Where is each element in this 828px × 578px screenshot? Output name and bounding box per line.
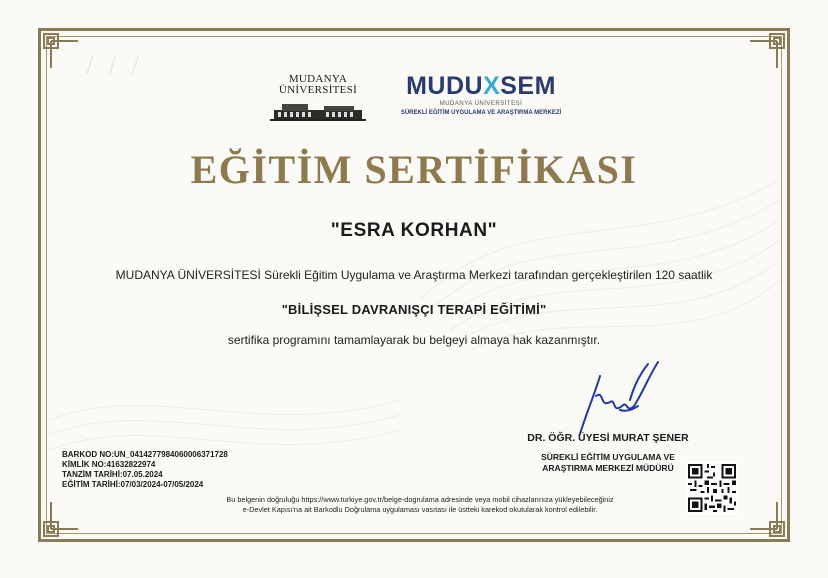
program-name: "BİLİŞSEL DAVRANIŞÇI TERAPİ EĞİTİMİ" — [281, 302, 547, 317]
statement-line-1: MUDANYA ÜNİVERSİTESİ Sürekli Eğitim Uygulama ve Araştırma Merkezi tarafından gerçekleştirilen 120 saatlik — [115, 268, 713, 282]
university-name-line2: ÜNİVERSİTESİ — [278, 84, 358, 96]
corner-ornament-bottom-left — [40, 498, 82, 540]
building-icon — [268, 98, 368, 122]
university-name-line1: MUDANYA — [288, 73, 348, 85]
brand-part-left: MUDU — [406, 72, 484, 100]
signer-title-line1: SÜREKLİ EĞİTİM UYGULAMA VE — [541, 452, 675, 462]
verification-note-line1: Bu belgenin doğruluğu https://www.turkiye.gov.tr/belge-dogrulama adresinde veya mobil cihazlarınıza yükleyebileceğiniz — [226, 495, 614, 504]
barcode-number: BARKOD NO:UN_0414277984060006371728 — [62, 450, 228, 459]
brand-x-mark: X — [483, 72, 501, 100]
brand-part-right: SEM — [500, 72, 556, 100]
signature-image — [570, 356, 670, 438]
identity-number: KİMLİK NO:41632822974 — [62, 460, 156, 469]
certificate-metadata — [62, 450, 322, 490]
corner-ornament-top-left — [40, 30, 82, 72]
university-logo — [266, 74, 370, 126]
certificate-title: EĞİTİM SERTİFİKASI — [190, 147, 638, 192]
center-logo-subtitle-university: MUDANYA ÜNİVERSİTESİ — [439, 101, 523, 107]
center-logo — [390, 72, 572, 128]
verification-note — [150, 495, 690, 515]
signer-name: DR. ÖĞR. ÜYESİ MURAT ŞENER — [527, 432, 689, 444]
statement-line-3: sertifika programını tamamlayarak bu belgeyi almaya hak kazanmıştır. — [227, 333, 601, 347]
corner-ornament-top-right — [746, 30, 788, 72]
issue-date: TANZİM TARİHİ:07.05.2024 — [62, 470, 163, 479]
training-date: EĞİTİM TARİHİ:07/03/2024-07/05/2024 — [62, 480, 204, 489]
corner-ornament-bottom-right — [746, 498, 788, 540]
qr-code[interactable] — [686, 462, 738, 514]
signer-title-line2: ARAŞTIRMA MERKEZİ MÜDÜRÜ — [542, 463, 674, 473]
center-logo-subtitle-center: SÜREKLİ EĞİTİM UYGULAMA VE ARAŞTIRMA MERKEZİ — [400, 110, 562, 116]
center-brand — [406, 72, 556, 100]
signer-title — [516, 452, 700, 474]
faded-mark: / / / — [86, 50, 144, 81]
verification-note-line2: e-Devlet Kapısı'na ait Barkodlu Doğrulama uygulaması vasıtası ile üstteki karekod okutularak kontrol edilebilir. — [242, 505, 598, 514]
recipient-name: "ESRA KORHAN" — [330, 220, 498, 241]
